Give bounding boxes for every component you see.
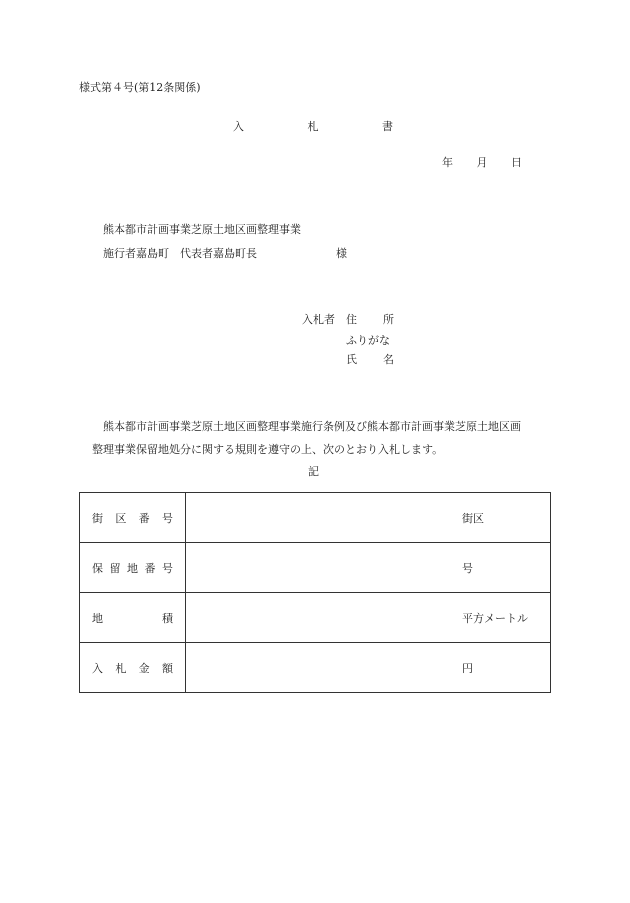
- address-char: 所: [383, 313, 394, 326]
- date-month-label: 月: [476, 156, 488, 169]
- label-char: 区: [115, 511, 127, 525]
- label-char: 番: [144, 561, 156, 575]
- date-year-label: 年: [442, 156, 453, 169]
- bidder-address-label: [346, 314, 394, 325]
- label-char: 札: [115, 661, 127, 675]
- label-char: 地: [92, 611, 103, 625]
- bidder-label: 入札者: [302, 313, 335, 326]
- table-row: [80, 643, 551, 693]
- row-label-reserved-land-number: [80, 543, 186, 593]
- doc-title: [233, 121, 393, 132]
- label-char: 地: [127, 561, 138, 575]
- ki-heading: 記: [308, 465, 319, 478]
- value-cell-block-number[interactable]: [186, 493, 551, 543]
- row-label-block-number: [80, 493, 186, 543]
- label-char: 号: [161, 511, 173, 525]
- value-cell-area[interactable]: [186, 593, 551, 643]
- body-text-line2: 整理事業保留地処分に関する規則を遵守の上、次のとおり入札します。: [92, 443, 444, 456]
- title-char: 書: [382, 120, 393, 133]
- unit-label: 平方メートル: [462, 611, 528, 625]
- form-id: 様式第４号(第12条関係): [79, 81, 201, 94]
- label-char: 番: [138, 511, 150, 525]
- name-char: 氏: [346, 353, 357, 366]
- table-row: [80, 593, 551, 643]
- table-row: [80, 543, 551, 593]
- bidder-name-label: [346, 354, 394, 365]
- label-char: 保: [92, 561, 103, 575]
- value-cell-reserved-land-number[interactable]: [186, 543, 551, 593]
- name-char: 名: [383, 353, 394, 366]
- label-char: 留: [109, 561, 121, 575]
- unit-label: 街区: [462, 511, 484, 525]
- title-char: 入: [233, 120, 244, 133]
- label-char: 入: [92, 661, 103, 675]
- date-line: [442, 157, 522, 168]
- bidder-furigana-label: ふりがな: [346, 334, 390, 347]
- row-label-area: [80, 593, 186, 643]
- unit-label: 円: [462, 661, 473, 675]
- addressee-line1: 熊本都市計画事業芝原土地区画整理事業: [103, 223, 301, 236]
- label-char: 金: [138, 661, 150, 675]
- table-row: [80, 493, 551, 543]
- title-char: 札: [307, 120, 319, 133]
- body-text-line1: 熊本都市計画事業芝原土地区画整理事業施行条例及び熊本都市計画事業芝原土地区画: [103, 420, 521, 433]
- label-char: 街: [92, 511, 103, 525]
- label-char: 額: [161, 661, 173, 675]
- row-label-bid-amount: [80, 643, 186, 693]
- addressee-honorific: 様: [336, 247, 347, 260]
- unit-label: 号: [462, 561, 473, 575]
- bid-details-table: [79, 492, 551, 693]
- label-char: 積: [162, 611, 173, 625]
- label-char: 号: [162, 561, 173, 575]
- address-char: 住: [346, 313, 357, 326]
- addressee-line2: 施行者嘉島町 代表者嘉島町長: [103, 247, 257, 260]
- value-cell-bid-amount[interactable]: [186, 643, 551, 693]
- date-day-label: 日: [511, 156, 522, 169]
